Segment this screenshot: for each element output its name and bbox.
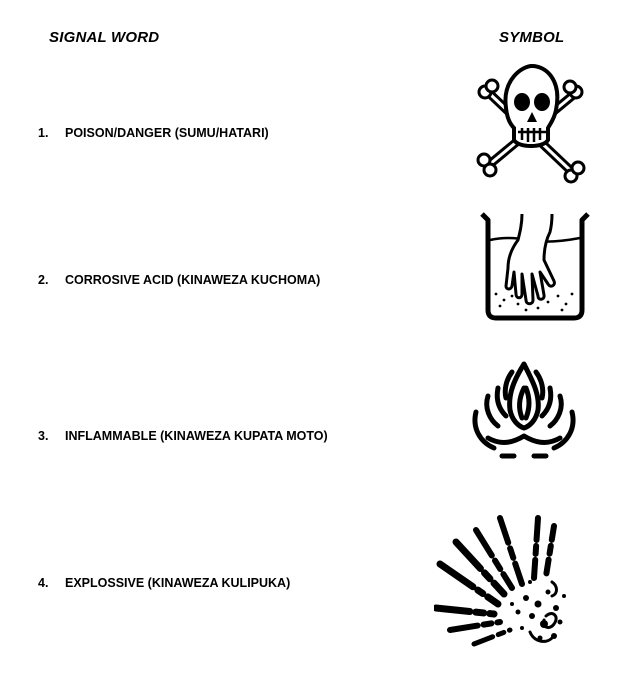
row-number: 4. [38, 576, 49, 590]
corrosive-hand-icon [478, 210, 590, 322]
symbol-header: SYMBOL [499, 29, 565, 46]
row-label: INFLAMMABLE (KINAWEZA KUPATA MOTO) [65, 429, 328, 443]
signal-row-corrosive [38, 273, 320, 287]
signal-row-inflammable [38, 429, 328, 443]
row-label: EXPLOSSIVE (KINAWEZA KULIPUKA) [65, 576, 291, 590]
row-number: 3. [38, 429, 49, 443]
explosion-icon [434, 512, 570, 652]
flame-icon [468, 358, 580, 466]
signal-row-poison [38, 126, 269, 140]
row-number: 1. [38, 126, 49, 140]
skull-crossbones-icon [472, 62, 590, 188]
signal-row-explosive [38, 576, 290, 590]
row-label: CORROSIVE ACID (KINAWEZA KUCHOMA) [65, 273, 321, 287]
row-number: 2. [38, 273, 49, 287]
signal-word-header: SIGNAL WORD [49, 29, 160, 46]
row-label: POISON/DANGER (SUMU/HATARI) [65, 126, 269, 140]
